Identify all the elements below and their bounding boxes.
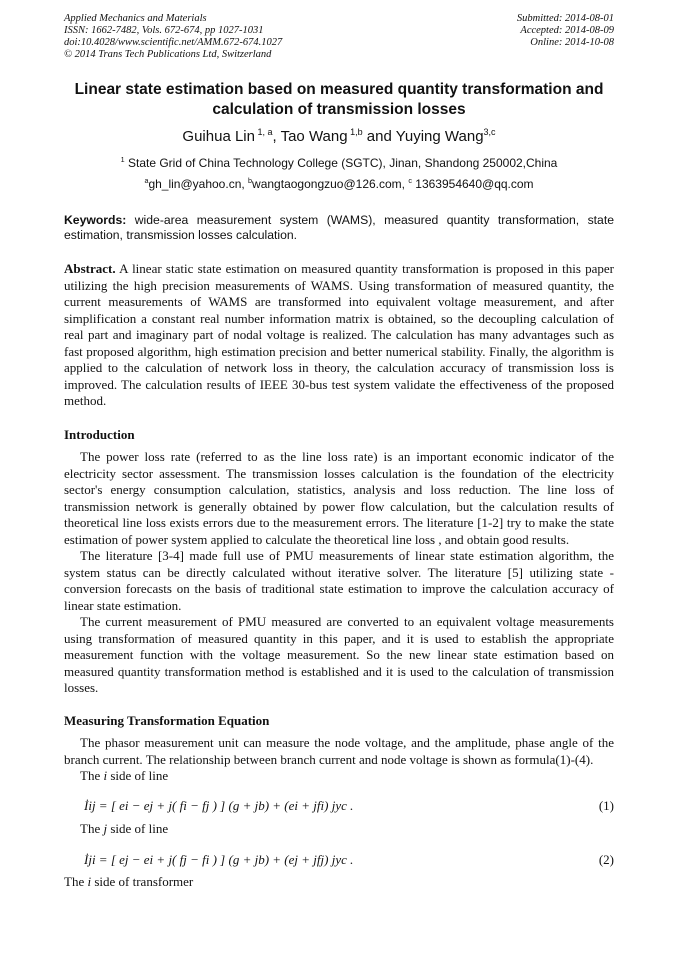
accepted-date: Accepted: 2014-08-09 [520, 25, 614, 36]
equation-1 [64, 796, 614, 818]
copyright: © 2014 Trans Tech Publications Ltd, Switzerland [64, 49, 272, 60]
measuring-heading: Measuring Transformation Equation [64, 713, 270, 728]
equation-2-number: (2) [598, 852, 614, 867]
author-2-sup: 1,b [350, 127, 363, 137]
submitted-date: Submitted: 2014-08-01 [516, 13, 614, 24]
email-a[interactable]: gh_lin@yahoo.cn, [148, 177, 249, 191]
keywords [64, 213, 614, 243]
online-date: Online: 2014-10-08 [530, 37, 614, 48]
dates-header [517, 13, 614, 49]
caption-i-side-line: The i side of line [80, 768, 169, 783]
abstract [64, 261, 614, 410]
intro-paragraph-3: The current measurement of PMU measured are converted to an equivalent voltage measurements using transformation of measured quantity in this paper, and it is used to establish the appropriate measurement function with the voltage measurement. So the new linear state estimation based on measured quantity transformation method is established and it is used to the calculation of transmission losses. [64, 614, 614, 695]
equation-2 [64, 850, 614, 872]
author-1-sup: 1, a [257, 127, 273, 137]
author-3-sup: 3,c [483, 127, 496, 137]
issn: ISSN: 1662-7482, Vols. 672-674, pp 1027-1031 [64, 25, 264, 36]
authors: Guihua Lin $^{1, a}$, Tao Wang $^{1,b}$ and Yuying Wang$^{3,c}$ [182, 127, 496, 145]
email-c[interactable]: 1363954640@qq.com [411, 177, 534, 191]
author-3: Yuying Wang [395, 128, 484, 145]
equation-1-number: (1) [598, 798, 614, 813]
affiliation: $^1$ State Grid of China Technology College (SGTC), Jinan, Shandong 250002,China [120, 155, 558, 170]
caption-j-side-line: The j side of line [80, 821, 169, 836]
measuring-body [64, 735, 614, 768]
author-1: Guihua Lin [182, 128, 255, 145]
introduction-heading: Introduction [64, 427, 135, 442]
email-b[interactable]: wangtaogongzuo@126.com, [252, 177, 409, 191]
paper-title: Linear state estimation based on measured quantity transformation and calculation of transmission losses [74, 81, 604, 118]
equation-2-formula: İji = [ ej − ei + j( fj − fi ) ] (g + jb) + (ej + jfj) jyc . [84, 852, 354, 867]
keywords-text: wide-area measurement system (WAMS), measured quantity transformation, state estimation, transmission losses calculation. [64, 213, 614, 242]
journal-name: Applied Mechanics and Materials [64, 13, 207, 24]
intro-paragraph-1: The power loss rate (referred to as the line loss rate) is an important economic indicator of the electricity sector assessment. The transmission losses calculation is the foundation of the electricity sector's energy consumption calculation, statistics, analysis and loss reduction. The line loss of transmission network is generally obtained by power flow calculation, but the calculation results of theoretical line loss exists errors due to the measurement errors. The literature [1-2] try to make the state estimation of power system applied to calculate the theoretical line loss , and obtain good results. [64, 449, 614, 547]
doi: doi:10.4028/www.scientific.net/AMM.672-674.1027 [64, 37, 283, 48]
author-emails: $^a$gh_lin@yahoo.cn, $^b$wangtaogongzuo@126.com, $^c$ 1363954640@qq.com [144, 176, 534, 191]
author-2: Tao Wang [280, 128, 348, 145]
keywords-label: Keywords: [64, 213, 127, 227]
equation-1-formula: İij = [ ei − ej + j( fi − fj ) ] (g + jb) + (ei + jfi) jyc . [84, 798, 354, 813]
intro-paragraph-2: The literature [3-4] made full use of PMU measurements of linear state estimation algorithm, the system status can be directly calculated without iterative solver. The literature [5] utilizing state -conversion forecasts on the basis of traditional state estimation to improve the calculation accuracy of linear state estimation. [64, 548, 614, 613]
journal-header [64, 13, 282, 61]
abstract-label: Abstract. [64, 261, 116, 276]
abstract-text: A linear static state estimation on measured quantity transformation is proposed in this paper utilizing the high precision measurements of WAMS. Using transformation of measured quantity, the current measurements of WAMS are transformed into equivalent voltage measurement, and after simplification a constant real number information matrix is obtained, so the decoupling calculation of real part and imaginary part of nodal voltage is realized. The calculation has many advantages such as fast proposed algorithm, high estimation precision and better numerical stability. Finally, the algorithm is applied to the calculation of network loss in theory, the calculation accuracy of transmission loss is improved. The calculation results of IEEE 30-bus test system validate the effectiveness of the proposed method. [64, 261, 614, 408]
measuring-paragraph-1: The phasor measurement unit can measure the node voltage, and the amplitude, phase angle of the branch current. The relationship between branch current and node voltage is shown as formula(1)-(4). [64, 735, 614, 767]
introduction-body [64, 449, 614, 697]
caption-i-side-transformer: The i side of transformer [64, 874, 194, 889]
